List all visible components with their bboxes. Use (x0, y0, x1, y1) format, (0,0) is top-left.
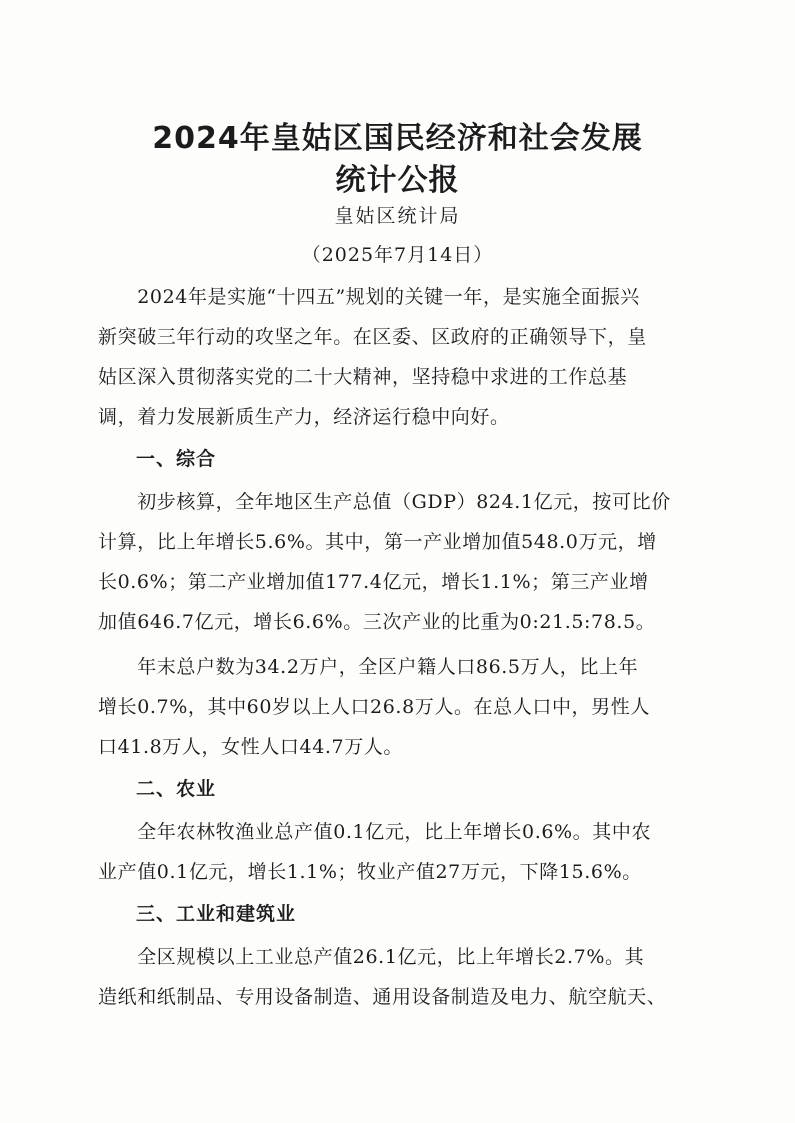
document-author: 皇姑区统计局 (334, 205, 461, 227)
paragraph (98, 482, 704, 642)
text-line: 口41.8万人，女性人口44.7万人。 (98, 736, 404, 758)
text-line: 计算，比上年增长5.6%。其中，第一产业增加值548.0万元，增 (98, 531, 657, 553)
text-line: 调，着力发展新质生产力，经济运行稳中向好。 (98, 406, 510, 428)
section-general (98, 437, 704, 767)
text-line: 业产值0.1亿元，增长1.1%；牧业产值27万元，下降15.6%。 (98, 861, 642, 883)
text-line: 全区规模以上工业总产值26.1亿元，比上年增长2.7%。其 (98, 946, 645, 968)
document-title-line-1: 2024年皇姑区国民经济和社会发展 (152, 121, 643, 156)
text-line: 加值646.7亿元，增长6.6%。三次产业的比重为0:21.5:78.5。 (98, 611, 656, 633)
text-line: 全年农林牧渔业总产值0.1亿元，比上年增长0.6%。其中农 (98, 821, 652, 843)
paragraph (98, 647, 704, 767)
intro-paragraph (98, 277, 704, 437)
text-line: 2024年是实施“十四五”规划的关键一年，是实施全面振兴 (98, 286, 640, 308)
section-heading: 三、工业和建筑业 (136, 903, 297, 925)
document-title-line-2: 统计公报 (335, 163, 460, 198)
paragraph (98, 937, 704, 1017)
section-industry (98, 892, 704, 1017)
text-line: 长0.6%；第二产业增加值177.4亿元，增长1.1%；第三产业增 (98, 571, 649, 593)
section-heading: 二、农业 (136, 778, 217, 800)
text-line: 年末总户数为34.2万户，全区户籍人口86.5万人，比上年 (98, 656, 639, 678)
paragraph (98, 812, 704, 892)
text-line: 增长0.7%，其中60岁以上人口26.8万人。在总人口中，男性人 (98, 696, 650, 718)
text-line: 姑区深入贯彻落实党的二十大精神，坚持稳中求进的工作总基 (98, 366, 628, 388)
text-line: 初步核算，全年地区生产总值（GDP）824.1亿元，按可比价 (98, 491, 671, 513)
text-line: 新突破三年行动的攻坚之年。在区委、区政府的正确领导下，皇 (98, 326, 647, 348)
section-heading: 一、综合 (136, 448, 217, 470)
document-body (98, 277, 704, 1017)
document-date: （2025年7月14日） (301, 244, 494, 266)
section-agriculture (98, 767, 704, 892)
text-line: 造纸和纸制品、专用设备制造、通用设备制造及电力、航空航天、 (98, 986, 667, 1008)
